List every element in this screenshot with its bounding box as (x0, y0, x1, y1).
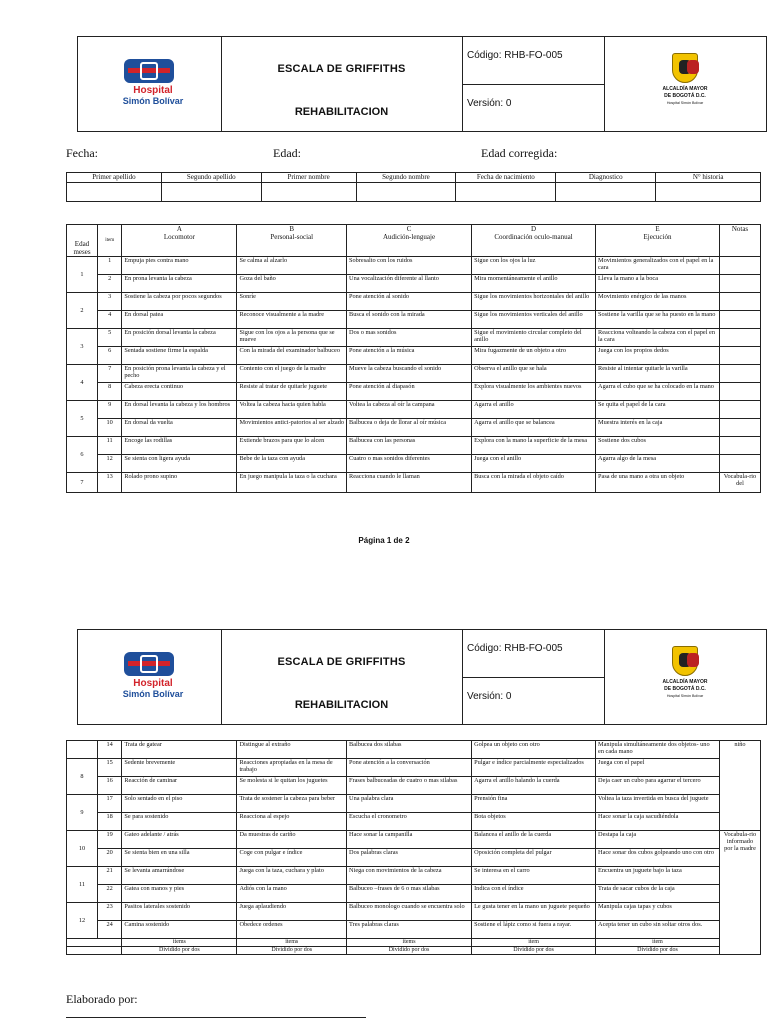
ejecucion-item: Acepta tener un cubo sin soltar otros dos. (596, 921, 720, 939)
document-code: Código: RHB-FO-005 (467, 643, 563, 654)
locomotor-item: En dorsal levanta la cabeza y los hombros (122, 401, 237, 419)
locomotor-item: En posición dorsal levanta la cabeza (122, 329, 237, 347)
personal-social-item: Da muestras de cariño (237, 831, 347, 849)
code-cell (462, 37, 605, 85)
age-months-cell: 12 (67, 903, 98, 939)
audicion-lenguaje-item: Voltea la cabeza al oír la campana (347, 401, 472, 419)
document-header-page2 (77, 629, 767, 725)
crest-line3: Hospital Simón Bolívar (666, 694, 704, 698)
locomotor-item: Camina sostenido (122, 921, 237, 939)
input-fecha-nacimiento[interactable] (456, 183, 556, 202)
personal-social-item: Movimientos antici-patorios al ser alzado (237, 419, 347, 437)
ejecucion-item: Agarra el cubo que se ha colocado en la mano (596, 383, 720, 401)
ejecucion-item: Trata de sacar cubos de la caja (596, 885, 720, 903)
document-title: ESCALA DE GRIFFITHS (277, 63, 406, 75)
table-row (67, 275, 761, 293)
input-diagnostico[interactable] (556, 183, 656, 202)
ejecucion-item: Manipula cajas tapas y cubos (596, 903, 720, 921)
divide-row-cell: Dividido por dos (472, 947, 596, 955)
notes-cell (719, 275, 760, 293)
personal-social-item: Con la mirada del examinador balbuceo (237, 347, 347, 365)
version-cell (462, 677, 605, 724)
audicion-lenguaje-item: Cuatro o mas sonidos diferentes (347, 455, 472, 473)
age-months-cell: 9 (67, 795, 98, 831)
crest-line1: ALCALDÍA MAYOR (662, 679, 708, 685)
locomotor-item: Se sienta bien en una silla (122, 849, 237, 867)
table-row (67, 849, 761, 867)
personal-social-item: Juega con la taza, cuchara y plato (237, 867, 347, 885)
notes-cell (719, 257, 760, 275)
coordinacion-item: Mira momentáneamente el anillo (472, 275, 596, 293)
locomotor-item: Se levanta amarrándose (122, 867, 237, 885)
table-row (67, 885, 761, 903)
title-cell (221, 630, 463, 724)
item-number: 13 (97, 473, 121, 493)
ejecucion-item: Agarra algo de la mesa (596, 455, 720, 473)
item-number: 5 (97, 329, 121, 347)
ejecucion-item: Movimientos generalizados con el papel en la cara (596, 257, 720, 275)
ejecucion-item: Movimiento enérgico de las manos (596, 293, 720, 311)
table-row (67, 795, 761, 813)
notes-cell (719, 329, 760, 347)
item-number: 19 (97, 831, 121, 849)
locomotor-item: En dorsal patea (122, 311, 237, 329)
item-number: 4 (97, 311, 121, 329)
table-row (67, 921, 761, 939)
coordinacion-item: Explora con la mano la superficie de la mesa (472, 437, 596, 455)
notes-cell: Vocabula-rio informado por la madre (719, 831, 760, 955)
field-edad-corregida: Edad corregida: (481, 146, 558, 160)
ejecucion-item: Manipula simultáneamente dos objetos- uno en cada mano (596, 741, 720, 759)
table-row (67, 741, 761, 759)
notes-cell (719, 437, 760, 455)
item-number: 11 (97, 437, 121, 455)
age-months-cell: 5 (67, 401, 98, 437)
locomotor-item: Cabeza erecta continuo (122, 383, 237, 401)
patient-id-table (66, 172, 761, 202)
ejecucion-item: Muestra interés en la caja (596, 419, 720, 437)
items-row-cell: items (237, 939, 347, 947)
item-number: 21 (97, 867, 121, 885)
document-header (77, 36, 767, 132)
ejecucion-item: Sostiene dos cubos (596, 437, 720, 455)
locomotor-item: Se sienta con ligera ayuda (122, 455, 237, 473)
input-primer-nombre[interactable] (261, 183, 356, 202)
audicion-lenguaje-item: Pone atención al sonido (347, 293, 472, 311)
col-fecha-nacimiento: Fecha de nacimiento (456, 173, 556, 183)
audicion-lenguaje-item: Balbucea o deja de llorar al oír música (347, 419, 472, 437)
table-row (67, 401, 761, 419)
ejecucion-item: Juega con los propios dedos (596, 347, 720, 365)
age-months-cell: 4 (67, 365, 98, 401)
personal-social-item: Sigue con los ojos a la persona que se mueve (237, 329, 347, 347)
coordinacion-item: Prensión fina (472, 795, 596, 813)
ejecucion-item: Deja caer un cubo para agarrar el tercero (596, 777, 720, 795)
coordinacion-item: Balancea el anillo de la cuerda (472, 831, 596, 849)
document-version: Versión: 0 (467, 98, 512, 109)
audicion-lenguaje-item: Pone atención al diapasón (347, 383, 472, 401)
audicion-lenguaje-item: Balbuceo –frases de 6 o mas silabas (347, 885, 472, 903)
personal-social-item: Extiende brazos para que lo alcen (237, 437, 347, 455)
audicion-lenguaje-item: Dos palabras claras (347, 849, 472, 867)
item-number: 20 (97, 849, 121, 867)
hospital-name-line1: Hospital (133, 85, 173, 96)
crest-line1: ALCALDÍA MAYOR (662, 86, 708, 92)
item-number: 3 (97, 293, 121, 311)
locomotor-item: En posición prona levanta la cabeza y el pecho (122, 365, 237, 383)
personal-social-item: Bebe de la taza con ayuda (237, 455, 347, 473)
personal-social-item: Resiste al tratar de quitarle juguete (237, 383, 347, 401)
age-months-cell: 7 (67, 473, 98, 493)
coordinacion-item: Sostiene el lápiz como si fuera a rayar. (472, 921, 596, 939)
notes-cell (719, 455, 760, 473)
audicion-lenguaje-item: Reacciona cuando le llaman (347, 473, 472, 493)
coordinacion-item: Se interesa en el carro (472, 867, 596, 885)
ejecucion-item: Lleva la mano a la boca (596, 275, 720, 293)
table-row (67, 473, 761, 493)
table-row (67, 437, 761, 455)
input-segundo-nombre[interactable] (356, 183, 456, 202)
item-number: 8 (97, 383, 121, 401)
header-ejecucion: E Ejecución (596, 225, 720, 257)
locomotor-item: Sostiene la cabeza por pocos segundos (122, 293, 237, 311)
input-primer-apellido[interactable] (67, 183, 162, 202)
griffiths-scale-table-page1 (66, 224, 761, 493)
age-months-cell: 1 (67, 257, 98, 293)
coordinacion-item: Sigue con los ojos la luz (472, 257, 596, 275)
locomotor-item: Pasitos laterales sostenido (122, 903, 237, 921)
age-months-cell: 10 (67, 831, 98, 867)
coordinacion-item: Agarra el anillo que se balancea (472, 419, 596, 437)
item-number: 6 (97, 347, 121, 365)
audicion-lenguaje-item: Pone atención a la música (347, 347, 472, 365)
audicion-lenguaje-item: Frases balbuceadas de cuatro o mas silabas (347, 777, 472, 795)
personal-social-item: En juego manipula la taza o la cuchara (237, 473, 347, 493)
col-segundo-nombre: Segundo nombre (356, 173, 456, 183)
audicion-lenguaje-item: Busca el sonido con la mirada (347, 311, 472, 329)
page-number: Página 1 de 2 (358, 536, 410, 545)
items-row-cell: ítem (596, 939, 720, 947)
personal-social-item: Contento con el juego de la madre (237, 365, 347, 383)
divide-row (67, 947, 761, 955)
item-number: 2 (97, 275, 121, 293)
audicion-lenguaje-item: Pone atención a la conversación (347, 759, 472, 777)
crest-line2: DE BOGOTÁ D.C. (664, 93, 706, 99)
age-months-cell: 11 (67, 867, 98, 903)
table-row (67, 365, 761, 383)
item-number: 24 (97, 921, 121, 939)
ejecucion-item: Resiste al intentar quitarle la varilla (596, 365, 720, 383)
hospital-logo-icon (124, 652, 174, 676)
blank-cell (67, 939, 122, 947)
table-row (67, 347, 761, 365)
department-name: REHABILITACION (294, 106, 389, 118)
items-row-cell: ítem (472, 939, 596, 947)
ejecucion-item: Reacciona volteando la cabeza con el papel en la cara (596, 329, 720, 347)
table-row (67, 903, 761, 921)
audicion-lenguaje-item: Balbucea con las personas (347, 437, 472, 455)
col-primer-apellido: Primer apellido (67, 173, 162, 183)
header-notas: Notas (719, 225, 760, 257)
ejecucion-item: Hace sonar la caja sacudiéndola (596, 813, 720, 831)
table-row (67, 777, 761, 795)
col-segundo-apellido: Segundo apellido (161, 173, 261, 183)
table-row (67, 257, 761, 275)
locomotor-item: En dorsal da vuelta (122, 419, 237, 437)
item-number: 12 (97, 455, 121, 473)
audicion-lenguaje-item: Sobresalto con los ruidos (347, 257, 472, 275)
ejecucion-item: Se quita el papel de la cara (596, 401, 720, 419)
locomotor-item: En prona levanta la cabeza (122, 275, 237, 293)
audicion-lenguaje-item: Mueve la cabeza buscando el sonido (347, 365, 472, 383)
ejecucion-item: Sostiene la varilla que se ha puesto en la mano (596, 311, 720, 329)
notes-cell (719, 293, 760, 311)
table-row (67, 759, 761, 777)
personal-social-item: Se molesta si le quitan los juguetes (237, 777, 347, 795)
notes-cell (719, 383, 760, 401)
col-historia: N° historia (656, 173, 761, 183)
item-number: 18 (97, 813, 121, 831)
table-row (67, 813, 761, 831)
ejecucion-item: Juega con el papel (596, 759, 720, 777)
notes-cell (719, 365, 760, 383)
hospital-logo (112, 652, 194, 706)
coordinacion-item: Indica con el índice (472, 885, 596, 903)
audicion-lenguaje-item: Balbuceo monologo cuando se encuentra solo (347, 903, 472, 921)
document-title: ESCALA DE GRIFFITHS (277, 656, 406, 668)
hospital-logo (112, 59, 194, 113)
item-number: 23 (97, 903, 121, 921)
locomotor-item: Gateo adelante / atrás (122, 831, 237, 849)
notes-cell: niño (719, 741, 760, 831)
notes-cell (719, 419, 760, 437)
notes-cell (719, 311, 760, 329)
item-number: 1 (97, 257, 121, 275)
coordinacion-item: Golpea un objeto con otro (472, 741, 596, 759)
personal-social-item: Reconoce visualmente a la madre (237, 311, 347, 329)
table-row (67, 311, 761, 329)
hospital-name-line1: Hospital (133, 678, 173, 689)
personal-social-item: Sonríe (237, 293, 347, 311)
divide-row-cell: Dividido por dos (347, 947, 472, 955)
table-row (67, 419, 761, 437)
ejecucion-item: Encuentra un juguete bajo la taza (596, 867, 720, 885)
audicion-lenguaje-item: Hace sonar la campanilla (347, 831, 472, 849)
coordinacion-item: Le gusta tener en la mano un juguete pequeño (472, 903, 596, 921)
item-number: 9 (97, 401, 121, 419)
locomotor-item: Sentada sostiene firme la espalda (122, 347, 237, 365)
table-row (67, 867, 761, 885)
crest-line3: Hospital Simón Bolívar (666, 101, 704, 105)
hospital-name-line2: Simón Bolívar (122, 96, 184, 106)
department-name: REHABILITACION (294, 699, 389, 711)
hospital-logo-cell (78, 630, 222, 724)
coordinacion-item: Explora visualmente los ambientes nuevos (472, 383, 596, 401)
header-locomotor: A Locomotor (122, 225, 237, 257)
header-audicion-lenguaje: C Audición-lenguaje (347, 225, 472, 257)
items-row (67, 939, 761, 947)
col-diagnostico: Diagnostico (556, 173, 656, 183)
locomotor-item: Sedente brevemente (122, 759, 237, 777)
item-number: 7 (97, 365, 121, 383)
items-row-cell: items (122, 939, 237, 947)
personal-social-item: Adiós con la mano (237, 885, 347, 903)
item-number: 15 (97, 759, 121, 777)
personal-social-item: Se calma al alzarlo (237, 257, 347, 275)
locomotor-item: Reacción de caminar (122, 777, 237, 795)
bogota-crest (664, 646, 706, 708)
header-edad-meses: Edad meses (67, 225, 98, 257)
personal-social-item: Juega aplaudiendo (237, 903, 347, 921)
item-number: 16 (97, 777, 121, 795)
coordinacion-item: Observa el anillo que se hala (472, 365, 596, 383)
audicion-lenguaje-item: Escucha el cronometro (347, 813, 472, 831)
divide-row-cell: Dividido por dos (122, 947, 237, 955)
coordinacion-item: Agarra el anillo (472, 401, 596, 419)
coordinacion-item: Sigue el movimiento circular completo del anillo (472, 329, 596, 347)
table-row (67, 293, 761, 311)
header-personal-social: B Personal-social (237, 225, 347, 257)
blank-cell (67, 947, 122, 955)
coordinacion-item: Mira fugazmente de un objeto a otro (472, 347, 596, 365)
locomotor-item: Encoge las rodillas (122, 437, 237, 455)
bogota-crest (664, 53, 706, 115)
personal-social-item: Distingue al extraño (237, 741, 347, 759)
input-segundo-apellido[interactable] (161, 183, 261, 202)
locomotor-item: Rolado prono supino (122, 473, 237, 493)
locomotor-item: Gatea con manos y pies (122, 885, 237, 903)
item-number: 22 (97, 885, 121, 903)
title-cell (221, 37, 463, 131)
locomotor-item: Trata de gatear (122, 741, 237, 759)
ejecucion-item: Destapa la caja (596, 831, 720, 849)
table-row (67, 831, 761, 849)
audicion-lenguaje-item: Tres palabras claras (347, 921, 472, 939)
age-months-cell (67, 741, 98, 759)
coordinacion-item: Sigue los movimientos horizontales del anillo (472, 293, 596, 311)
locomotor-item: Se para sostenido (122, 813, 237, 831)
ejecucion-item: Voltea la taza invertida en busca del juguete (596, 795, 720, 813)
table-row (67, 329, 761, 347)
elaborado-por-label: Elaborado por: (66, 992, 138, 1006)
personal-social-item: Voltea la cabeza hacia quien habla (237, 401, 347, 419)
notes-cell (719, 347, 760, 365)
crest-cell (604, 630, 766, 724)
col-primer-nombre: Primer nombre (261, 173, 356, 183)
item-number: 14 (97, 741, 121, 759)
age-months-cell: 3 (67, 329, 98, 365)
header-item: item (97, 225, 121, 257)
signature-line[interactable] (66, 1017, 366, 1018)
personal-social-item: Reacciona al espejo (237, 813, 347, 831)
locomotor-item: Solo sentado en el piso (122, 795, 237, 813)
hospital-logo-icon (124, 59, 174, 83)
personal-social-item: Obedece ordenes (237, 921, 347, 939)
crest-shield-icon (672, 53, 698, 83)
coordinacion-item: Sigue los movimientos verticales del anillo (472, 311, 596, 329)
ejecucion-item: Hace sonar dos cubos golpeando uno con otro (596, 849, 720, 867)
items-row-cell: items (347, 939, 472, 947)
notes-cell (719, 401, 760, 419)
crest-shield-icon (672, 646, 698, 676)
coordinacion-item: Juega con el anillo (472, 455, 596, 473)
table-row (67, 383, 761, 401)
divide-row-cell: Dividido por dos (237, 947, 347, 955)
audicion-lenguaje-item: Balbucea dos silabas (347, 741, 472, 759)
audicion-lenguaje-item: Una vocalización diferente al llanto (347, 275, 472, 293)
coordinacion-item: Pulgar e índice parcialmente especializados (472, 759, 596, 777)
header-coordinacion: D Coordinación oculo-manual (472, 225, 596, 257)
hospital-name-line2: Simón Bolívar (122, 689, 184, 699)
code-cell (462, 630, 605, 678)
divide-row-cell: Dividido por dos (596, 947, 720, 955)
crest-line2: DE BOGOTÁ D.C. (664, 686, 706, 692)
age-months-cell: 2 (67, 293, 98, 329)
age-months-cell: 6 (67, 437, 98, 473)
item-number: 10 (97, 419, 121, 437)
personal-social-item: Goza del baño (237, 275, 347, 293)
locomotor-item: Empuja pies contra mano (122, 257, 237, 275)
audicion-lenguaje-item: Dos o mas sonidos (347, 329, 472, 347)
age-months-cell: 8 (67, 759, 98, 795)
ejecucion-item: Pasa de una mano a otra un objeto (596, 473, 720, 493)
personal-social-item: Reacciones apropiadas en la mesa de trabajo (237, 759, 347, 777)
griffiths-scale-table-page2 (66, 740, 761, 955)
document-code: Código: RHB-FO-005 (467, 50, 563, 61)
personal-social-item: Coge con pulgar e índice (237, 849, 347, 867)
hospital-logo-cell (78, 37, 222, 131)
notes-cell: Vocabula-rio del (719, 473, 760, 493)
patient-id-entry-row (67, 183, 761, 202)
coordinacion-item: Oposición completa del pulgar (472, 849, 596, 867)
document-version: Versión: 0 (467, 691, 512, 702)
version-cell (462, 84, 605, 131)
crest-cell (604, 37, 766, 131)
audicion-lenguaje-item: Niega con movimientos de la cabeza (347, 867, 472, 885)
field-fecha: Fecha: (66, 146, 98, 160)
field-edad: Edad: (273, 146, 301, 160)
personal-social-item: Trata de sostener la cabeza para beber (237, 795, 347, 813)
item-number: 17 (97, 795, 121, 813)
coordinacion-item: Busca con la mirada el objeto caído (472, 473, 596, 493)
table-row (67, 455, 761, 473)
audicion-lenguaje-item: Una palabra clara (347, 795, 472, 813)
coordinacion-item: Bota objetos (472, 813, 596, 831)
coordinacion-item: Agarra el anillo halando la cuerda (472, 777, 596, 795)
input-historia[interactable] (656, 183, 761, 202)
